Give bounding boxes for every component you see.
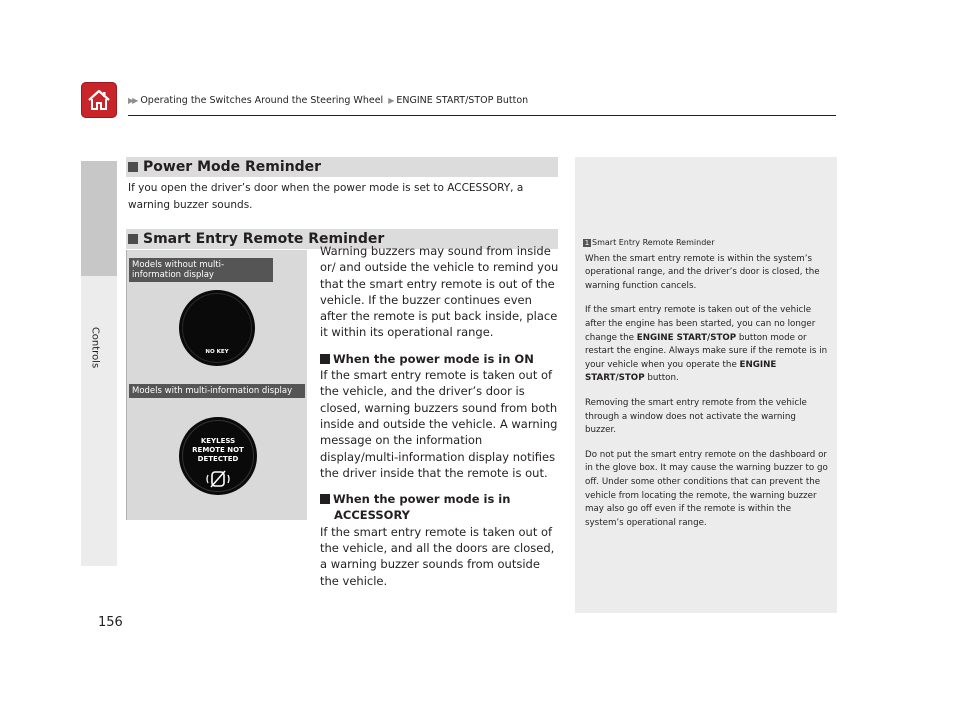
note-text: If the smart entry remote is taken out of the vehicle after the engine has been started, you can no longer change the [585, 305, 816, 343]
section-title: Smart Entry Remote Reminder [143, 231, 385, 247]
note-paragraph-2 [583, 304, 829, 386]
model-label-without-mid: Models without multi-information display [129, 258, 273, 282]
display-illustration [126, 250, 307, 520]
subheading-text-cont: ACCESSORY [334, 508, 411, 523]
note-marker-icon: 1 [584, 239, 590, 247]
note-paragraph-3: Removing the smart entry remote from the vehicle through a window does not activate the warning buzzer. [585, 397, 807, 436]
gauge-message [179, 437, 257, 464]
section-square-icon [128, 234, 138, 244]
gauge-no-key [179, 290, 255, 366]
note-paragraph-4: Do not put the smart entry remote on the dashboard or in the glove box. It may cause the warning buzzer to go off. Under some other conditions that can prevent the vehicle from locating the remote, the warning buzzer may also go off even if the remote is within the system’s operational range. [585, 449, 828, 528]
breadcrumb-arrow-icon: ▶▶ [128, 96, 137, 105]
side-tab-label [87, 312, 107, 392]
header-divider [128, 115, 836, 116]
breadcrumb-link-1[interactable]: Operating the Switches Around the Steering Wheel [140, 95, 384, 106]
section-heading-power-mode [126, 157, 558, 177]
note-paragraph-1: When the smart entry remote is within the system’s operational range, and the driver’s door is closed, the warning function cancels. [585, 253, 820, 291]
accessory-body: If the smart entry remote is taken out of the vehicle, and all the doors are closed, a warning buzzer sounds from outside the vehicle. [320, 524, 555, 588]
side-tab-active[interactable] [81, 161, 117, 276]
side-tab-text: Controls [89, 326, 101, 369]
gauge-keyless-remote [179, 417, 257, 495]
gauge-line-1: KEYLESS [200, 437, 236, 445]
smart-entry-intro: Warning buzzers may sound from inside or/ and outside the vehicle to remind you that the smart entry remote is out of the vehicle. If the buzzer continues even after the remote is put back inside, place it within its operational range. [320, 244, 559, 340]
note-button-name: ENGINE START/STOP [636, 332, 737, 343]
home-button[interactable] [81, 82, 117, 118]
home-icon [86, 87, 112, 113]
subheading-text: When the power mode is in ON [333, 351, 534, 366]
subheading-square-icon [320, 354, 330, 364]
key-fob-crossed-icon [205, 469, 231, 489]
note-text: button. [644, 373, 679, 384]
note-content [583, 236, 829, 541]
gauge-line-3: DETECTED [197, 455, 239, 463]
subheading-power-on [320, 351, 560, 367]
note-heading [583, 236, 829, 250]
gauge-line-2: REMOTE NOT [192, 446, 244, 454]
subheading-square-icon [320, 494, 330, 504]
power-on-body: If the smart entry remote is taken out of the vehicle, and the driver’s door is closed, warning buzzers sound from both inside and outside the vehicle. A warning message on the information display/multi-information display notifies the driver inside that the remote is out. [320, 368, 558, 480]
smart-entry-content [320, 243, 560, 589]
subheading-text: When the power mode is in [333, 492, 511, 507]
breadcrumb [128, 95, 528, 106]
note-button-name: ENGINE START/STOP [585, 359, 777, 384]
note-text: button mode or restart the engine. Always make sure if the remote is in your vehicle when you operate the [585, 332, 828, 370]
page-number: 156 [98, 615, 123, 630]
breadcrumb-arrow-icon: ▶ [388, 96, 393, 105]
note-heading-text: Smart Entry Remote Reminder [592, 238, 715, 247]
power-mode-body: If you open the driver’s door when the power mode is set to ACCESSORY, a warning buzzer sounds. [128, 182, 524, 211]
subheading-accessory [320, 491, 560, 524]
gauge-message: NO KEY [205, 349, 229, 355]
model-label-with-mid: Models with multi-information display [129, 384, 305, 398]
breadcrumb-link-2[interactable]: ENGINE START/STOP Button [396, 95, 529, 106]
section-square-icon [128, 162, 138, 172]
section-title: Power Mode Reminder [143, 159, 322, 175]
